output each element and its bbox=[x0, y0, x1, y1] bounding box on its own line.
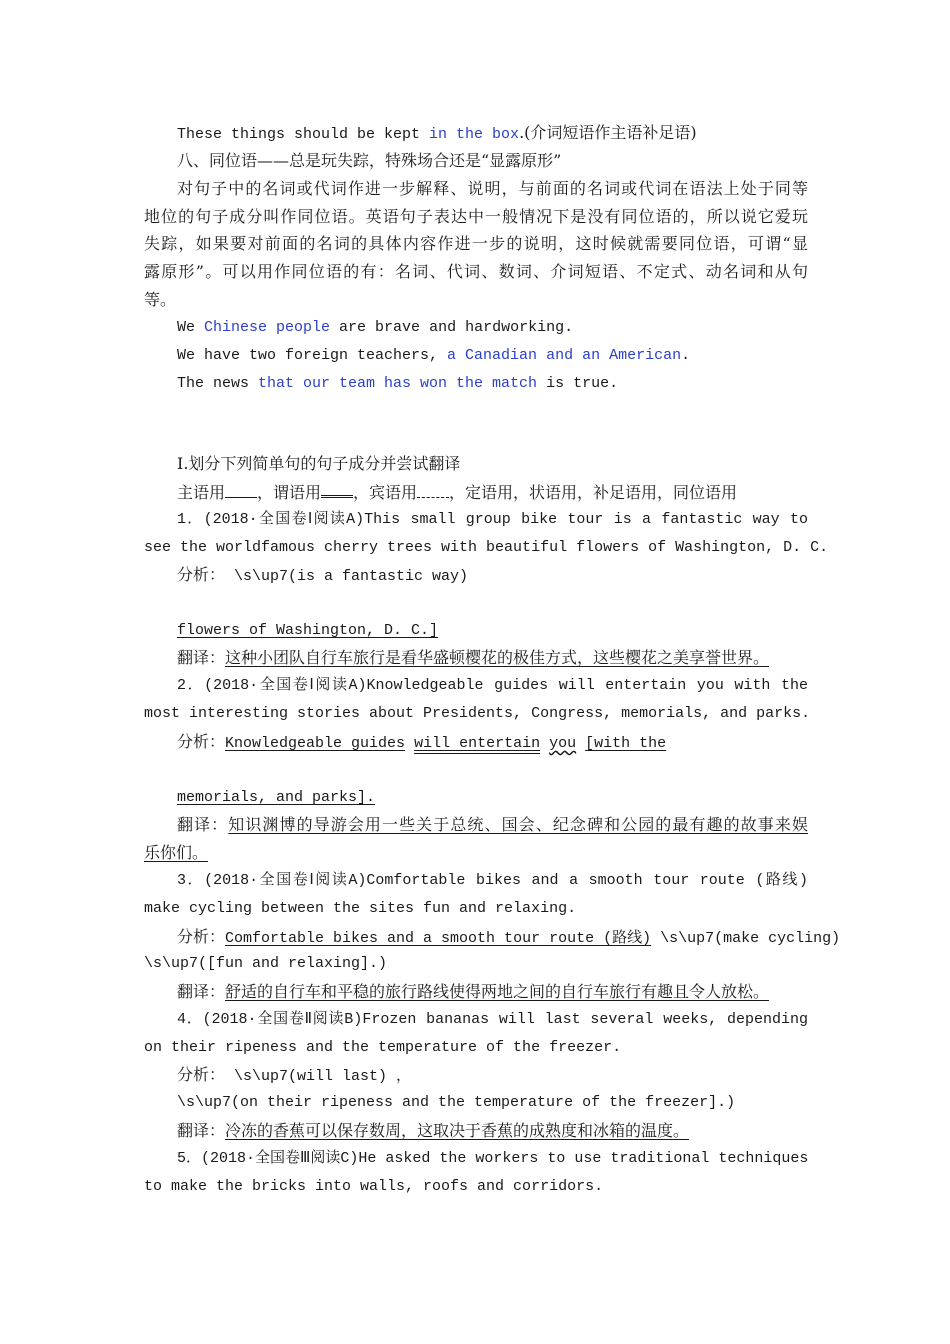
appositive-example-1: We Chinese people are brave and hardworking. bbox=[177, 319, 574, 336]
predicate-marked: will entertain bbox=[414, 735, 541, 752]
appositive-example-2: We have two foreign teachers, a Canadian and an American. bbox=[177, 347, 691, 364]
translation-3: 翻译：舒适的自行车和平稳的旅行路线使得两地之间的自行车旅行有趣且令人放松。 bbox=[177, 982, 770, 1001]
analysis-4-cont: \s\up7(on their ripeness and the temperature of the freezer].) bbox=[177, 1094, 736, 1111]
paragraph-line: 露原形”。可以用作同位语的有：名词、代词、数词、介词短语、不定式、动名词和从句 bbox=[144, 262, 808, 281]
example-text: These things should be kept bbox=[177, 126, 430, 143]
question-3-line-2: make cycling between the sites fun and relaxing. bbox=[144, 900, 577, 917]
adverbial-marked: [with the bbox=[585, 735, 667, 752]
analysis-4: 分析： \s\up7(will last) ， bbox=[177, 1065, 412, 1085]
question-4-line-1: 4．(2018·全国卷Ⅱ阅读B)Frozen bananas will last several weeks, depending bbox=[177, 1011, 808, 1028]
question-2-line-2: most interesting stories about Presidents, Congress, memorials, and parks. bbox=[144, 705, 811, 722]
object-underline-sample bbox=[417, 483, 449, 498]
question-1-line-2: see the worldfamous cherry trees with beautiful flowers of Washington, D. C. bbox=[144, 539, 829, 556]
analysis-3: 分析：Comfortable bikes and a smooth tour route (路线) \s\up7(make cycling) bbox=[177, 927, 841, 947]
analysis-2: 分析：Knowledgeable guides will entertain you [with the bbox=[177, 732, 667, 752]
exercise-title: Ⅰ.划分下列简单句的句子成分并尝试翻译 bbox=[177, 454, 461, 473]
question-3-line-1: 3．(2018·全国卷Ⅰ阅读A)Comfortable bikes and a smooth tour route (路线) bbox=[177, 872, 808, 889]
paragraph-line: 地位的句子成分叫作同位语。英语句子表达中一般情况下是没有同位语的，所以说它爱玩 bbox=[144, 207, 808, 226]
paragraph-line: 失踪，如果要对前面的名词的具体内容作进一步的说明，这时候就需要同位语，可谓“显 bbox=[144, 234, 808, 253]
example-note: .(介词短语作主语补足语) bbox=[519, 123, 697, 142]
analysis-1: 分析： \s\up7(is a fantastic way) bbox=[177, 565, 469, 585]
appositive-phrase: a Canadian and an American bbox=[447, 347, 682, 364]
appositive-phrase: Chinese people bbox=[204, 319, 331, 336]
question-4-line-2: on their ripeness and the temperature of the freezer. bbox=[144, 1039, 622, 1056]
paragraph-line: 对句子中的名词或代词作进一步解释、说明，与前面的名词或代词在语法上处于同等 bbox=[177, 179, 808, 198]
question-5-line-2: to make the bricks into walls, roofs and corridors. bbox=[144, 1178, 604, 1195]
question-2-line-1: 2．(2018·全国卷Ⅰ阅读A)Knowledgeable guides will entertain you with the bbox=[177, 677, 808, 694]
example-line-prepositional bbox=[177, 123, 808, 145]
paragraph-line: 等。 bbox=[144, 290, 177, 309]
section-heading: 八、同位语——总是玩失踪，特殊场合还是“显露原形” bbox=[177, 151, 562, 170]
subject-marked: Comfortable bikes and a smooth tour route (路线) bbox=[225, 930, 652, 947]
translation-2-cont: 乐你们。 bbox=[144, 843, 209, 862]
analysis-1-cont: flowers of Washington, D. C.] bbox=[177, 622, 439, 639]
translation-4: 翻译：冷冻的香蕉可以保存数周，这取决于香蕉的成熟度和冰箱的温度。 bbox=[177, 1121, 690, 1140]
appositive-phrase: that our team has won the match bbox=[258, 375, 538, 392]
subject-underline-sample bbox=[225, 483, 257, 498]
subject-marked: Knowledgeable guides bbox=[225, 735, 406, 752]
question-1-line-1: 1．(2018·全国卷Ⅰ阅读A)This small group bike tour is a fantastic way to bbox=[177, 511, 808, 528]
analysis-3-cont: \s\up7([fun and relaxing].) bbox=[144, 955, 388, 972]
translation-2: 翻译：知识渊博的导游会用一些关于总统、国会、纪念碑和公园的最有趣的故事来娱 bbox=[177, 815, 808, 834]
question-5-line-1: 5．(2018·全国卷Ⅲ阅读C)He asked the workers to use traditional techniques bbox=[177, 1150, 809, 1167]
marking-legend: 主语用 ，谓语用 ，宾语用 ，定语用，状语用，补足语用，同位语用 bbox=[177, 483, 738, 502]
predicate-underline-sample bbox=[321, 482, 353, 498]
analysis-2-cont: memorials, and parks]. bbox=[177, 789, 376, 806]
object-marked: you bbox=[549, 735, 577, 752]
highlight-phrase: in the box bbox=[429, 126, 520, 143]
appositive-example-3: The news that our team has won the match is true. bbox=[177, 375, 619, 392]
translation-1: 翻译：这种小团队自行车旅行是看华盛顿樱花的极佳方式，这些樱花之美享誉世界。 bbox=[177, 648, 770, 667]
